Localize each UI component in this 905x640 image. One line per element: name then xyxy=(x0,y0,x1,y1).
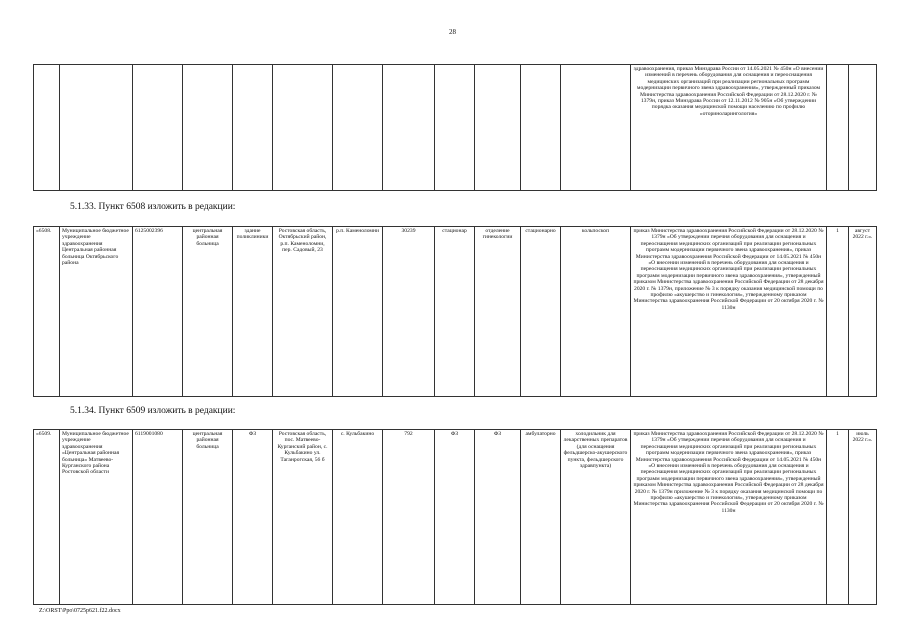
equipment: кольпоскоп xyxy=(561,227,631,397)
population: 30239 xyxy=(383,227,435,397)
quantity: 1 xyxy=(827,227,849,397)
org-name: Муниципальное бюджетное учреждение здравоохранения Центральная районная больница Октябрьского района xyxy=(60,227,133,397)
table-6508 xyxy=(33,226,877,397)
page-number: 28 xyxy=(449,28,456,36)
table-row xyxy=(34,65,877,191)
org-type: центральная районная больница xyxy=(183,430,233,605)
settlement: р.п. Каменоломни xyxy=(333,227,383,397)
section-caption: 5.1.33. Пункт 6508 изложить в редакции: xyxy=(70,202,236,212)
date: июль 2022 г.». xyxy=(849,430,877,605)
department: отделение гинекологии xyxy=(475,227,521,397)
org-name: Муниципальное бюджетное учреждение здравоохранения «Центральная районная больница» Матвеево-Курганского района Ростовской области xyxy=(60,430,133,605)
row-number: «6509. xyxy=(34,430,60,605)
care-form: стационарно xyxy=(521,227,561,397)
address: Ростовская область, пос. Матвеево-Курганский район, с. Кульбакино ул. Таганрогская, 56 б xyxy=(273,430,333,605)
file-path-footer: Z:\ORST\Ppo\0725p621.f22.docx xyxy=(39,608,121,614)
quantity: 1 xyxy=(827,430,849,605)
inn: 6119001080 xyxy=(133,430,183,605)
doc-cell: здравоохранения, приказ Минздрава России от 14.05.2021 № 450н «О внесении изменений в перечень оборудования для оснащения и переоснащения медицинских организаций при реализации региональных программ модернизации первичного звена здравоохранения», утвержденный приказом Министерства здравоохранения Российской Федерации от 28.12.2020 г. № 1379н, приказ Минздрава России от 12.11.2012 № 905н «Об утверждении порядка оказания медицинской помощи населению по профилю «оториноларингология» xyxy=(631,65,827,191)
table-6509 xyxy=(33,429,877,605)
doc-cell: приказ Министерства здравоохранения Российской Федерации от 28.12.2020 № 1379н «Об утверждении перечня оборудования для оснащения и переоснащения медицинских организаций при реализации региональных программ модернизации первичного звена здравоохранения», приказ Министерства здравоохранения Российской Федерации от 14.05.2021 № 450н «О внесении изменений в перечень оборудования для оснащения и переоснащения медицинских организаций при реализации региональных программ модернизации первичного звена здравоохранения», утвержденный приказом Министерства здравоохранения Российской Федерации от 28 декабря 2020 г. № 1379н, приложение № 3 к порядку оказания медицинской помощи по профилю «акушерство и гинекология», утвержденному приказом Министерства здравоохранения Российской Федерации от 20 октября 2020 г. № 1130н xyxy=(631,227,827,397)
building: ФЗ xyxy=(233,430,273,605)
inn: 6125002396 xyxy=(133,227,183,397)
condition: стационар xyxy=(435,227,475,397)
care-form: амбулаторно xyxy=(521,430,561,605)
condition: ФЗ xyxy=(435,430,475,605)
table-row xyxy=(34,430,877,605)
equipment: холодильник для лекарственных препаратов (для оснащения фельдшерско-акушерского пункта, фельдшерского здравпункта) xyxy=(561,430,631,605)
population: 792 xyxy=(383,430,435,605)
table-row xyxy=(34,227,877,397)
org-type: центральная районная больница xyxy=(183,227,233,397)
settlement: с. Кульбакино xyxy=(333,430,383,605)
doc-cell: приказ Министерства здравоохранения Российской Федерации от 28.12.2020 № 1379н «Об утверждении перечня оборудования для оснащения и переоснащения медицинских организаций при реализации региональных программ модернизации первичного звена здравоохранения», приказ Министерства здравоохранения Российской Федерации от 14.05.2021 № 450н «О внесении изменений в перечень оборудования для оснащения и переоснащения медицинских организаций при реализации региональных программ модернизации первичного звена здравоохранения», утвержденный приказом Министерства здравоохранения Российской Федерации от 28 декабря 2020 г. № 1379н приложение № 3 к порядку оказания медицинской помощи по профилю «акушерство и гинекология», утвержденному приказом Министерства здравоохранения Российской Федерации от 20 октября 2020 г. № 1130н xyxy=(631,430,827,605)
department: ФЗ xyxy=(475,430,521,605)
section-caption: 5.1.34. Пункт 6509 изложить в редакции: xyxy=(70,406,236,416)
address: Ростовская область, Октябрьский район, р.п. Каменоломни, пер. Садовый, 23 xyxy=(273,227,333,397)
row-number: «6508. xyxy=(34,227,60,397)
date: август 2022 г.». xyxy=(849,227,877,397)
table-continuation xyxy=(33,64,877,191)
building: здание поликлиники xyxy=(233,227,273,397)
